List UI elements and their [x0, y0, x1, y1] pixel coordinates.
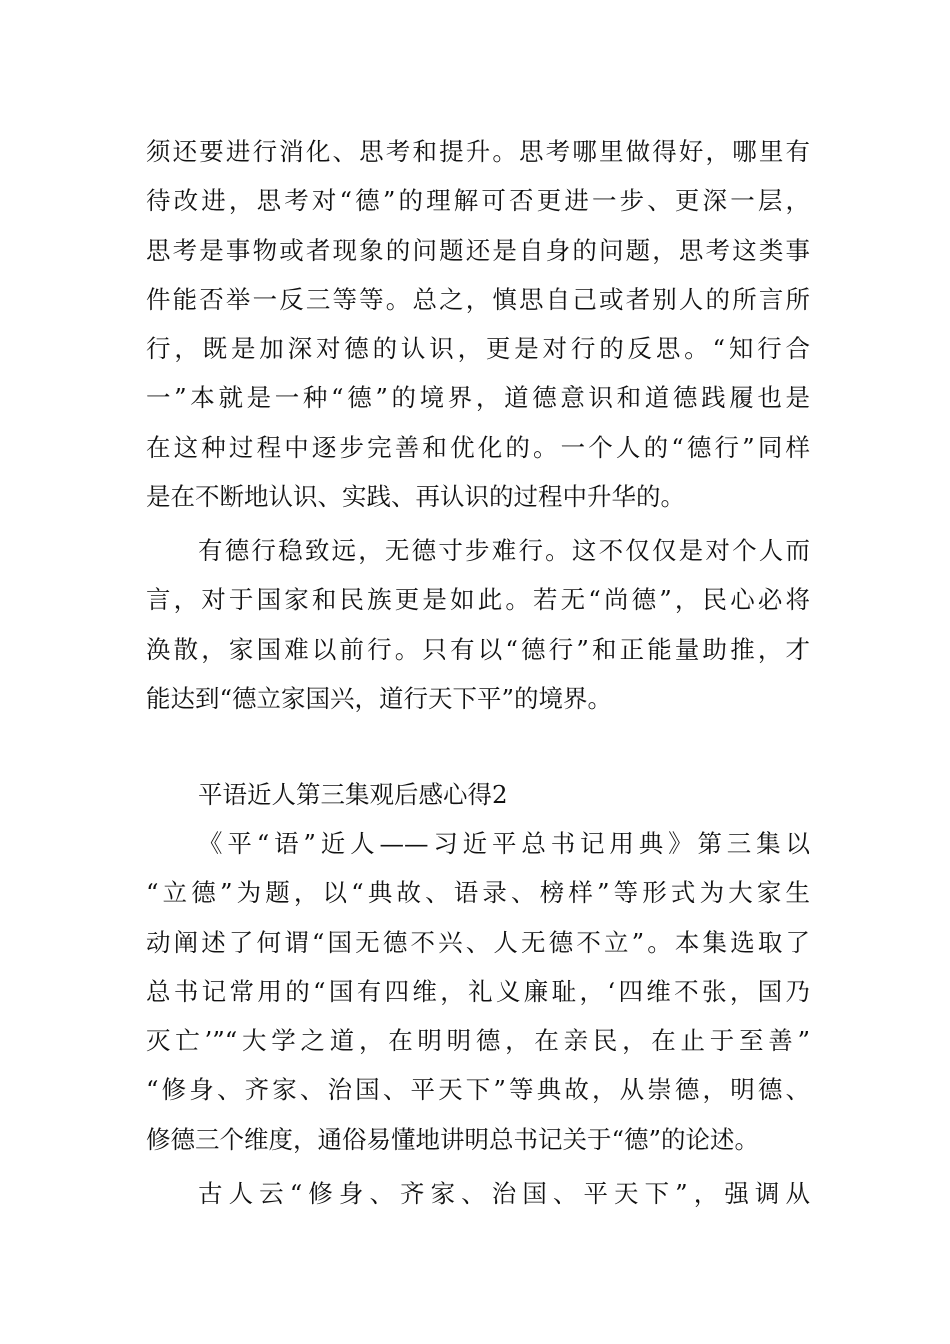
text-line: 待改进，思考对“德”的理解可否更进一步、更深一层， [146, 186, 810, 216]
paragraph-virtue-conduct [146, 526, 810, 723]
text-line: 能达到“德立家国兴，道行天下平”的境界。 [146, 683, 613, 713]
text-line: 思考是事物或者现象的问题还是自身的问题，思考这类事 [146, 235, 810, 265]
paragraph-continued [146, 127, 810, 521]
text-line: 一”本就是一种“德”的境界，道德意识和道德践履也是 [146, 383, 810, 413]
paragraph-ancients-say [146, 1169, 810, 1218]
text-line: 言，对于国家和民族更是如此。若无“尚德”，民心必将 [146, 585, 810, 615]
text-line: 修德三个维度，通俗易懂地讲明总书记关于“德”的论述。 [146, 1124, 760, 1154]
text-line: 件能否举一反三等等。总之，慎思自己或者别人的所言所 [146, 284, 810, 314]
text-line: 行，既是加深对德的认识，更是对行的反思。“知行合 [146, 334, 810, 364]
text-line: 动阐述了何谓“国无德不兴、人无德不立”。本集选取了 [146, 927, 810, 957]
text-line: 涣散，家国难以前行。只有以“德行”和正能量助推，才 [146, 634, 810, 664]
text-line: 是在不断地认识、实践、再认识的过程中升华的。 [146, 482, 685, 512]
text-line: 总书记常用的“国有四维，礼义廉耻，‘四维不张，国乃 [146, 976, 810, 1006]
text-line: “立德”为题，以“典故、语录、榜样”等形式为大家生 [146, 878, 810, 908]
text-line: 《平“语”近人——习近平总书记用典》第三集以 [198, 829, 810, 858]
section-heading-block [146, 770, 810, 819]
text-line: 有德行稳致远，无德寸步难行。这不仅仅是对个人而 [198, 536, 810, 565]
text-line: “修身、齐家、治国、平天下”等典故，从崇德，明德、 [146, 1075, 810, 1105]
text-line: 须还要进行消化、思考和提升。思考哪里做得好，哪里有 [146, 137, 810, 166]
text-line: 古人云“修身、齐家、治国、平天下”，强调从 [198, 1179, 810, 1208]
text-line: 灭亡’”“大学之道，在明明德，在亲民，在止于至善” [146, 1026, 810, 1056]
paragraph-episode-intro [146, 819, 810, 1164]
section-heading: 平语近人第三集观后感心得2 [198, 780, 508, 809]
text-line: 在这种过程中逐步完善和优化的。一个人的“德行”同样 [146, 432, 810, 462]
